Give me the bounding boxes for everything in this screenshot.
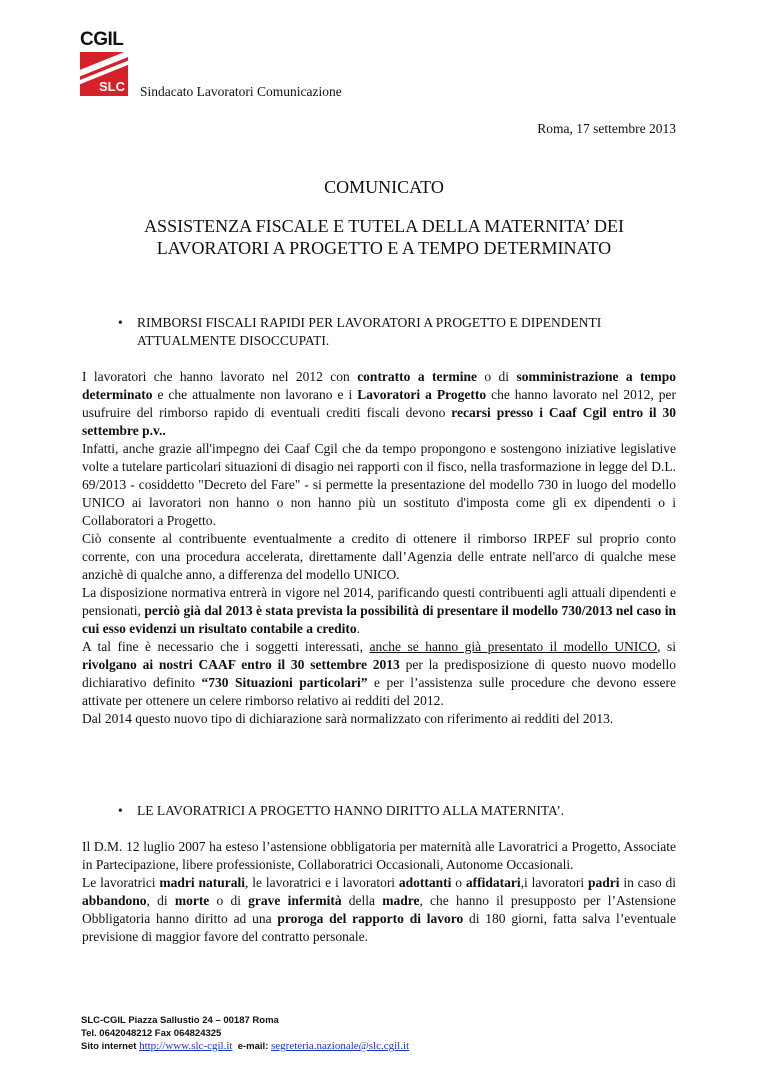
page-footer (81, 1015, 409, 1054)
footer-contacts: Sito internet http://www.slc-cgil.it e-mail: segreteria.nazionale@slc.cgil.it (81, 1040, 410, 1052)
paragraph: Il D.M. 12 luglio 2007 ha esteso l’astensione obbligatoria per maternità alle Lavoratrici a Progetto, Associate in Partecipazione, libere professioniste, Collaboratrici Occasionali, Autonome Occasionali. (82, 839, 676, 872)
paragraph: Infatti, anche grazie all'impegno dei Caaf Cgil che da tempo propongono e sostengono iniziative legislative volte a tutelare particolari situazioni di disagio nei rapporti con il fisco, nella trasformazione in legge del D.L. 69/2013 - cosiddetto "Decreto del Fare" - si permette la presentazione del modello 730 in luogo del modello UNICO ai lavoratori non hanno o non hanno più un sostituto d'imposta come gli ex dipendenti o i Collaboratori a Progetto. (82, 441, 676, 528)
document-subtitle: ASSISTENZA FISCALE E TUTELA DELLA MATERNITA’ DEI LAVORATORI A PROGETTO E A TEMPO DETERMINATO (144, 216, 624, 258)
paragraph: La disposizione normativa entrerà in vigore nel 2014, parificando questi contribuenti agli attuali dipendenti e pensionati, perciò già dal 2013 è stata prevista la possibilità di presentare il modello 730/2013 nel caso in cui esso evidenzi un risultato contabile a credito. (82, 585, 676, 636)
paragraph: Le lavoratrici madri naturali, le lavoratrici e i lavoratori adottanti o affidatari,i lavoratori padri in caso di abbandono, di morte o di grave infermità della madre, che hanno il presupposto per l’Astensione Obbligatoria hanno diritto ad una proroga del rapporto di lavoro di 180 giorni, fatta salva l’eventuale previsione di maggior favore del contratto personale. (82, 875, 677, 944)
logo-cgil-text: CGIL (80, 29, 124, 50)
bullet-icon: • (118, 803, 123, 818)
website-link[interactable]: http://www.slc-cgil.it (139, 1040, 233, 1052)
logo-red-block (80, 52, 128, 96)
section2-bullet: • LE LAVORATRICI A PROGETTO HANNO DIRITTO ALLA MATERNITA’. (118, 803, 565, 818)
document-date: Roma, 17 settembre 2013 (537, 121, 676, 136)
organization-name: Sindacato Lavoratori Comunicazione (140, 84, 342, 99)
cgil-slc-logo (80, 30, 130, 98)
footer-address: SLC-CGIL Piazza Sallustio 24 – 00187 Roma (81, 1015, 279, 1026)
paragraph: A tal fine è necessario che i soggetti interessati, anche se hanno già presentato il modello UNICO, si rivolgano ai nostri CAAF entro il 30 settembre 2013 per la predisposizione di questo nuovo modello dichiarativo definito “730 Situazioni particolari” e per l’assistenza sulle procedure che devono essere attivate per ottenere un celere rimborso relativo ai redditi del 2012. (82, 639, 677, 708)
section2-body (82, 838, 676, 946)
section1-bullet: • RIMBORSI FISCALI RAPIDI PER LAVORATORI A PROGETTO E DIPENDENTI ATTUALMENTE DISOCCUPATI. (118, 315, 602, 348)
logo-slc-text: SLC (99, 79, 125, 94)
email-link[interactable]: segreteria.nazionale@slc.cgil.it (271, 1040, 410, 1052)
section1-body (82, 368, 676, 728)
bullet-icon: • (118, 315, 123, 330)
paragraph: Dal 2014 questo nuovo tipo di dichiarazione sarà normalizzato con riferimento ai redditi del 2013. (82, 711, 614, 726)
document-title: COMUNICATO (324, 177, 444, 197)
paragraph: I lavoratori che hanno lavorato nel 2012 con contratto a termine o di somministrazione a tempo determinato e che attualmente non lavorano e i Lavoratori a Progetto che hanno lavorato nel 2012, per usufruire del rimborso rapido di eventuali crediti fiscali devono recarsi presso i Caaf Cgil entro il 30 settembre p.v.. (82, 369, 677, 438)
footer-phone: Tel. 0642048212 Fax 064824325 (81, 1027, 222, 1039)
paragraph: Ciò consente al contribuente eventualmente a credito di ottenere il rimborso IRPEF sul proprio conto corrente, con una procedura accelerata, direttamente dall’Agenzia delle entrate nell'arco di qualche mese anzichè di qualche anno, a differenza del modello UNICO. (82, 531, 676, 582)
